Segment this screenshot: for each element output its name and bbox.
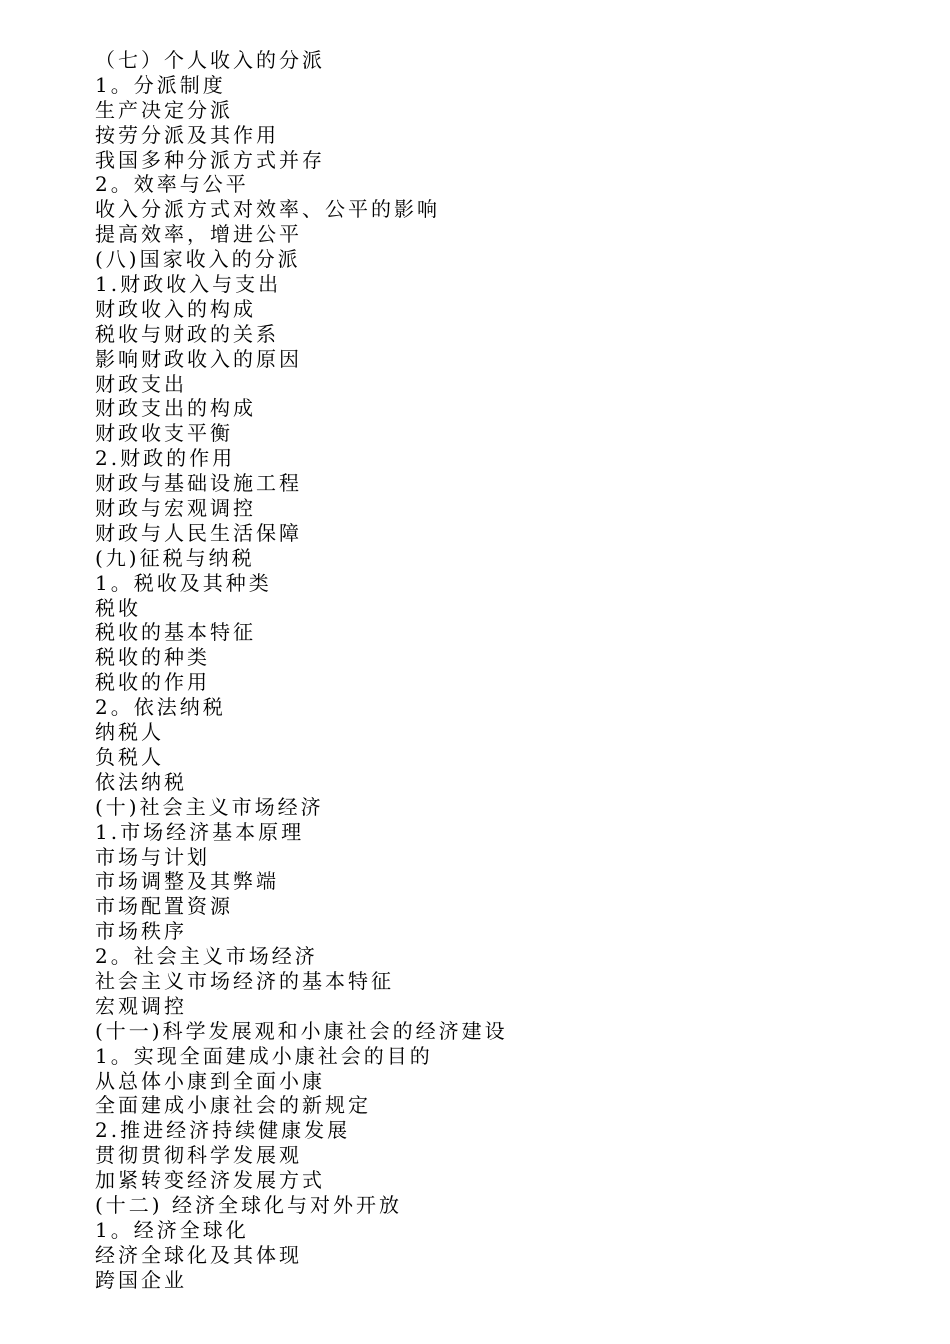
outline-item: 加紧转变经济发展方式 xyxy=(95,1168,325,1193)
outline-item: 经济全球化及其体现 xyxy=(95,1242,302,1267)
outline-item: 财政收支平衡 xyxy=(95,421,233,446)
outline-item: 宏观调控 xyxy=(95,993,187,1018)
subsection-heading: 1。经济全球化 xyxy=(95,1217,249,1242)
outline-item: 跨国企业 xyxy=(95,1267,187,1292)
subsection-heading: 1。实现全面建成小康社会的目的 xyxy=(95,1043,433,1068)
outline-item: 税收与财政的关系 xyxy=(95,321,279,346)
outline-item: 生产决定分派 xyxy=(95,97,233,122)
subsection-heading: 2。社会主义市场经济 xyxy=(95,944,318,969)
section-heading: （七）个人收入的分派 xyxy=(95,48,325,72)
subsection-heading: 1.财政收入与支出 xyxy=(95,272,282,297)
section-heading: (八)国家收入的分派 xyxy=(95,247,301,272)
outline-item: 按劳分派及其作用 xyxy=(95,122,279,147)
subsection-heading: 1。税收及其种类 xyxy=(95,570,272,595)
outline-item: 市场秩序 xyxy=(95,919,187,944)
outline-item: 社会主义市场经济的基本特征 xyxy=(95,968,394,993)
outline-item: 市场配置资源 xyxy=(95,894,233,919)
outline-item: 税收的作用 xyxy=(95,670,210,695)
subsection-heading: 2.财政的作用 xyxy=(95,446,236,471)
outline-item: 财政与基础设施工程 xyxy=(95,471,302,496)
outline-item: 财政与宏观调控 xyxy=(95,496,256,521)
outline-item: 我国多种分派方式并存 xyxy=(95,147,325,172)
outline-item: 负税人 xyxy=(95,744,164,769)
section-heading: (十一)科学发展观和小康社会的经济建设 xyxy=(95,1018,508,1043)
outline-item: 税收 xyxy=(95,595,141,620)
section-heading: (十)社会主义市场经济 xyxy=(95,794,324,819)
subsection-heading: 2。效率与公平 xyxy=(95,172,249,197)
outline-item: 收入分派方式对效率、公平的影响 xyxy=(95,197,440,222)
subsection-heading: 1。分派制度 xyxy=(95,72,226,97)
outline-item: 财政支出 xyxy=(95,371,187,396)
outline-item: 财政与人民生活保障 xyxy=(95,520,302,545)
outline-item: 影响财政收入的原因 xyxy=(95,346,302,371)
outline-item: 税收的种类 xyxy=(95,645,210,670)
outline-item: 从总体小康到全面小康 xyxy=(95,1068,325,1093)
outline-item: 提高效率，增进公平 xyxy=(95,222,302,247)
outline-item: 财政收入的构成 xyxy=(95,296,256,321)
section-heading: (十二) 经济全球化与对外开放 xyxy=(95,1192,402,1217)
outline-item: 财政支出的构成 xyxy=(95,396,256,421)
outline-item: 贯彻贯彻科学发展观 xyxy=(95,1143,302,1168)
outline-item: 市场调整及其弊端 xyxy=(95,869,279,894)
outline-item: 全面建成小康社会的新规定 xyxy=(95,1093,371,1118)
outline-item: 纳税人 xyxy=(95,720,164,745)
outline-item: 税收的基本特征 xyxy=(95,620,256,645)
subsection-heading: 1.市场经济基本原理 xyxy=(95,819,305,844)
outline-item: 依法纳税 xyxy=(95,769,187,794)
document-body xyxy=(95,48,915,1293)
subsection-heading: 2.推进经济持续健康发展 xyxy=(95,1118,351,1143)
subsection-heading: 2。依法纳税 xyxy=(95,695,226,720)
section-heading: (九)征税与纳税 xyxy=(95,545,255,570)
outline-item: 市场与计划 xyxy=(95,844,210,869)
